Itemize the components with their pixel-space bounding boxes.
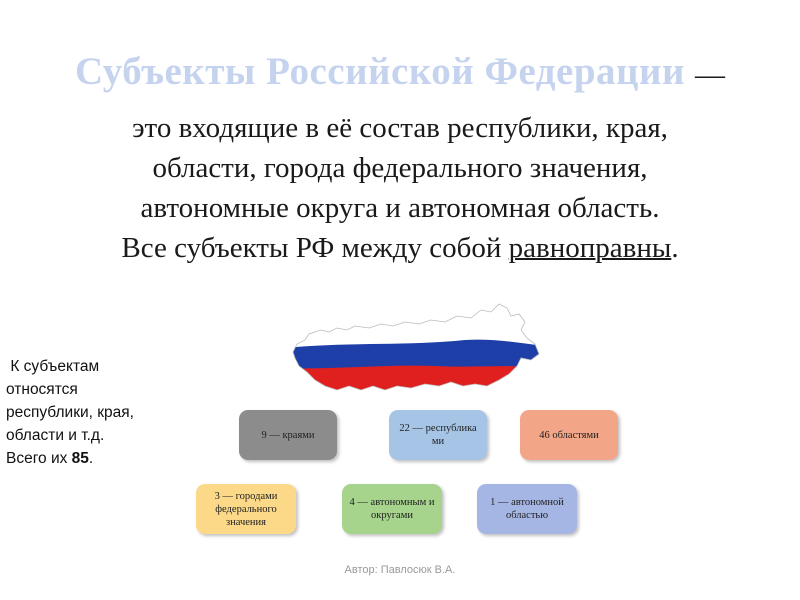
equality-word: равноправны	[508, 232, 672, 264]
title-dash: —	[694, 58, 725, 91]
definition-text	[0, 108, 800, 268]
side-note-line-5: Всего их 85.	[6, 450, 94, 467]
definition-line-4	[0, 228, 800, 268]
side-note	[6, 355, 181, 470]
definition-line-1: это входящие в её состав республики, края,	[132, 112, 668, 144]
category-box-federal-cities: 3 — городами федерального значения	[196, 484, 296, 534]
side-note-line-2: относятся	[6, 381, 78, 398]
equality-prefix: Все субъекты РФ между собой	[121, 232, 509, 264]
side-note-line-3: республики, края,	[6, 404, 134, 421]
author-footer: Автор: Павлосюк В.А.	[344, 564, 456, 576]
definition-line-3: автономные округа и автономная область.	[140, 192, 660, 224]
subjects-count: 85	[71, 450, 89, 467]
slide-heading	[0, 52, 800, 100]
category-box-krai: 9 — краями	[239, 410, 337, 460]
side-note-line-4: области и т.д.	[6, 427, 105, 444]
category-box-autonomous-okrugs: 4 — автономным и округами	[342, 484, 442, 534]
slide-title: Субъекты Российской Федерации	[75, 50, 685, 93]
category-box-autonomous-oblast: 1 — автономной областью	[477, 484, 577, 534]
category-box-republics: 22 — республика ми	[389, 410, 487, 460]
category-box-oblasts: 46 областями	[520, 410, 618, 460]
side-note-line-1: К субъектам	[10, 358, 100, 375]
definition-line-2: области, города федерального значения,	[152, 152, 648, 184]
equality-suffix: .	[671, 232, 679, 264]
russia-flag-map-icon	[285, 300, 545, 400]
